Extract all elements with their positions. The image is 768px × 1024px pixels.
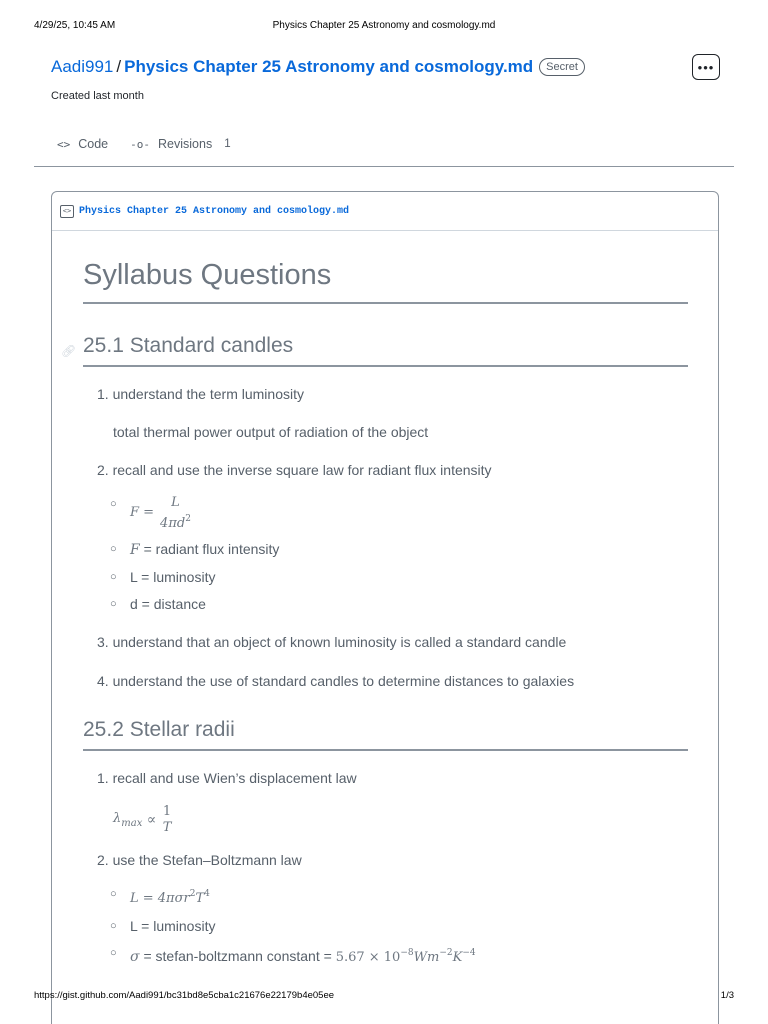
stefan-boltzmann-bullets bbox=[83, 884, 688, 968]
owner-link[interactable]: Aadi991 bbox=[51, 57, 114, 76]
sb-unit2: K bbox=[452, 950, 463, 965]
kebab-horizontal-icon: ••• bbox=[697, 59, 715, 75]
list-item: 1. recall and use Wien’s displacement law bbox=[97, 770, 357, 786]
wien-equation bbox=[83, 800, 688, 840]
title-separator: / bbox=[116, 57, 122, 76]
more-options-button[interactable] bbox=[692, 54, 720, 80]
sb-exp1: −8 bbox=[400, 948, 414, 958]
print-title: Physics Chapter 25 Astronomy and cosmology.md bbox=[272, 20, 496, 31]
list-item: 2. recall and use the inverse square law for radiant flux intensity bbox=[97, 462, 492, 478]
standard-candles-list-2 bbox=[83, 460, 688, 480]
wien-denominator: T bbox=[162, 820, 172, 835]
bullet-sb-luminosity: ○ L = luminosity bbox=[110, 916, 688, 936]
bullet-sb-equation bbox=[110, 884, 688, 909]
sigma-symbol: σ bbox=[130, 949, 140, 965]
git-commit-icon: -o- bbox=[130, 137, 151, 151]
heading-standard-candles-text: 25.1 Standard candles bbox=[83, 334, 294, 357]
print-page-number: 1/3 bbox=[720, 990, 734, 1001]
eq1-fraction bbox=[160, 495, 191, 532]
print-footer bbox=[34, 990, 734, 1004]
eq1-lhs: ○ F = bbox=[130, 505, 155, 520]
file-name-link[interactable]: Physics Chapter 25 Astronomy and cosmology.md bbox=[79, 205, 350, 217]
wien-fraction bbox=[163, 804, 172, 836]
sb-eq-exp1: 2 bbox=[189, 889, 196, 899]
inverse-square-bullets bbox=[83, 494, 688, 614]
stellar-radii-list bbox=[83, 768, 688, 788]
bullet-radiant-flux bbox=[110, 539, 688, 560]
tab-revisions[interactable] bbox=[130, 137, 230, 151]
eq1-denominator bbox=[160, 511, 191, 532]
stellar-radii-list-2 bbox=[83, 850, 688, 870]
wien-lambda bbox=[113, 811, 142, 829]
sb-eq-exp2: 4 bbox=[204, 889, 210, 899]
code-icon: <> bbox=[57, 137, 71, 151]
eq1-den-text: 4πd bbox=[160, 515, 186, 531]
gist-tabs bbox=[57, 134, 253, 154]
heading-standard-candles bbox=[61, 333, 688, 367]
heading-stellar-radii: 25.2 Stellar radii bbox=[83, 717, 688, 751]
list-item: 1. understand the term luminosity bbox=[97, 386, 304, 402]
standard-candles-list bbox=[83, 384, 688, 404]
lambda-subscript: max bbox=[121, 818, 143, 829]
sb-eq-b: T bbox=[195, 891, 205, 906]
print-url: https://gist.github.com/Aadi991/bc31bd8e5cba1c21676e22179b4e05ee bbox=[34, 990, 335, 1001]
bullet-sb-constant bbox=[110, 943, 688, 968]
markdown-body bbox=[61, 258, 688, 968]
created-text: Created last month bbox=[51, 90, 144, 102]
list-item: 3. understand that an object of known luminosity is called a standard candle bbox=[97, 634, 567, 650]
list-item: 4. understand the use of standard candles to determine distances to galaxies bbox=[97, 673, 575, 689]
tab-code-label: Code bbox=[78, 137, 109, 151]
bullet-luminosity: ○ L = luminosity bbox=[110, 567, 688, 587]
sb-val: 5.67 × 10 bbox=[335, 950, 401, 965]
file-code-icon: <> bbox=[60, 205, 74, 218]
file-container bbox=[51, 191, 719, 1024]
print-datetime: 4/29/25, 10:45 AM bbox=[34, 20, 116, 31]
bullet-distance: ○ d = distance bbox=[110, 594, 688, 614]
standard-candles-list-3 bbox=[83, 632, 688, 691]
tab-revisions-label: Revisions bbox=[158, 137, 213, 151]
gist-title bbox=[51, 54, 720, 80]
eq1-den-exp: 2 bbox=[185, 513, 191, 524]
print-header bbox=[34, 20, 734, 34]
heading-syllabus-questions: Syllabus Questions bbox=[83, 258, 688, 304]
bullet-equation bbox=[110, 494, 688, 532]
secret-badge: Secret bbox=[539, 58, 585, 76]
sb-exp3: −4 bbox=[462, 948, 476, 958]
header-divider bbox=[34, 166, 734, 167]
wien-numerator: 1 bbox=[162, 804, 172, 819]
sb-eq-a: L = 4πσr bbox=[130, 891, 190, 906]
gist-filename-link[interactable]: Physics Chapter 25 Astronomy and cosmology.md bbox=[124, 57, 534, 76]
sb-constant-value bbox=[336, 950, 476, 965]
lambda-symbol: λ bbox=[113, 811, 122, 826]
bullet-text: = radiant flux intensity bbox=[139, 541, 280, 557]
sb-unit: Wm bbox=[413, 950, 440, 965]
file-header bbox=[52, 192, 718, 231]
var-f: F bbox=[130, 542, 140, 558]
revisions-count: 1 bbox=[224, 138, 231, 150]
sb-exp2: −2 bbox=[439, 948, 453, 958]
tab-code[interactable] bbox=[57, 137, 108, 151]
sb-constant-text: = stefan-boltzmann constant = bbox=[139, 948, 336, 964]
proportional-symbol: ∝ bbox=[142, 812, 161, 828]
gist-header bbox=[51, 54, 720, 114]
link-icon[interactable]: 🔗︎ bbox=[61, 344, 77, 358]
eq1-numerator: L bbox=[171, 494, 180, 510]
luminosity-definition: total thermal power output of radiation of the object bbox=[113, 424, 429, 440]
list-item: 2. use the Stefan–Boltzmann law bbox=[97, 852, 302, 868]
sb-eq bbox=[130, 891, 210, 906]
